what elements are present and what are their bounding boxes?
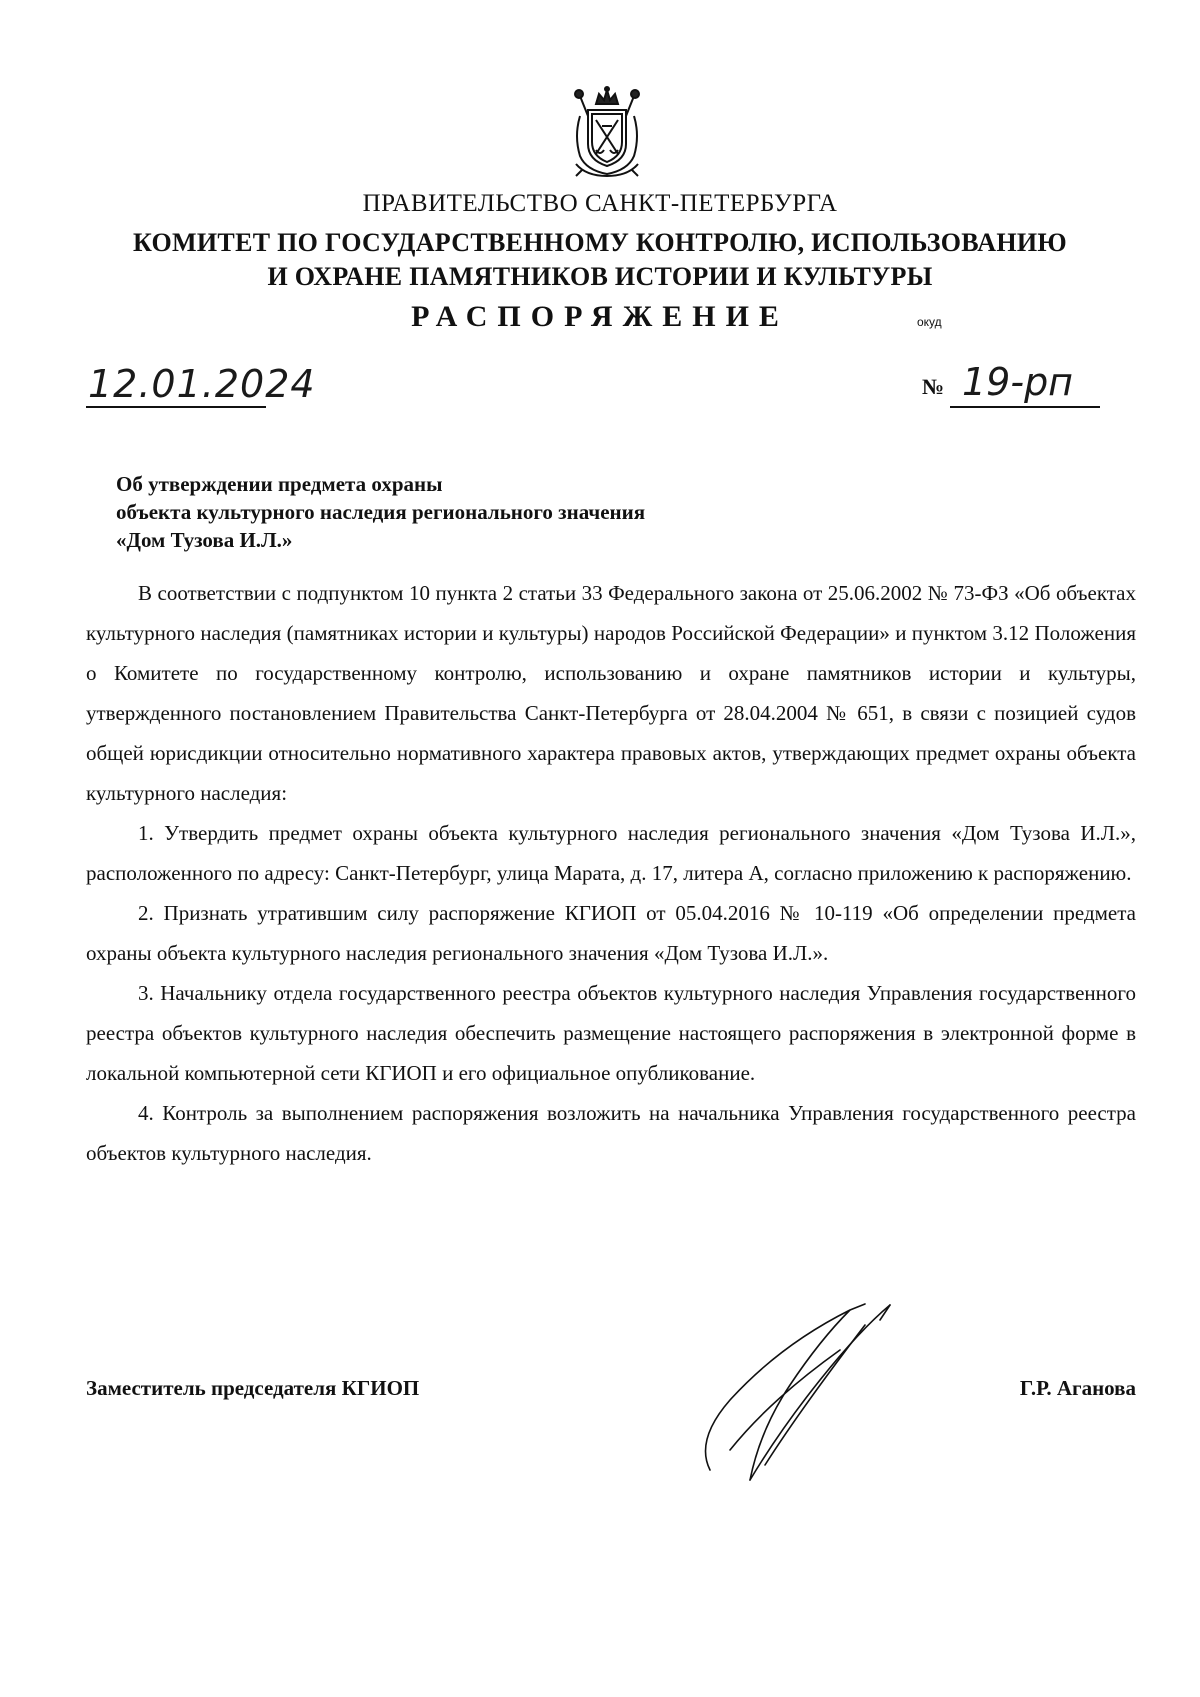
clause-2: 2. Признать утратившим силу распоряжение КГИОП от 05.04.2016 № 10-119 «Об определении предмета охраны объекта культурного наследия регионального значения «Дом Тузова И.Л.». <box>86 901 1136 965</box>
document-date: 12.01.2024 <box>88 362 316 406</box>
document-number: 19-рп <box>962 360 1074 404</box>
number-underline <box>950 406 1100 408</box>
subject-line: Об утверждении предмета охраны <box>116 472 443 496</box>
document-body <box>86 573 1136 1173</box>
preamble-paragraph: В соответствии с подпунктом 10 пункта 2 статьи 33 Федерального закона от 25.06.2002 № 73-ФЗ «Об объектах культурного наследия (памятниках истории и культуры) народов Российской Федерации» и пунктом 3.12 Положения о Комитете по государственному контролю, использованию и охране памятников истории и культуры, утвержденного постановлением Правительства Санкт-Петербурга от 28.04.2004 № 651, в связи с позицией судов общей юрисдикции относительно нормативного характера правовых актов, утверждающих предмет охраны объекта культурного наследия: <box>86 581 1136 805</box>
signatory-role: Заместитель председателя КГИОП <box>86 1376 420 1400</box>
clause-4: 4. Контроль за выполнением распоряжения возложить на начальника Управления государственного реестра объектов культурного наследия. <box>86 1101 1136 1165</box>
okud-label: окуд <box>917 315 942 329</box>
document-subject <box>116 470 645 554</box>
clause-3: 3. Начальнику отдела государственного реестра объектов культурного наследия Управления государственного реестра объектов культурного наследия обеспечить размещение настоящего распоряжения в электронной форме в локальной компьютерной сети КГИОП и его официальное опубликование. <box>86 981 1136 1085</box>
subject-line: объекта культурного наследия регионального значения <box>116 500 646 524</box>
date-underline <box>86 406 266 408</box>
committee-title-line1: КОМИТЕТ ПО ГОСУДАРСТВЕННОМУ КОНТРОЛЮ, ИСПОЛЬЗОВАНИЮ <box>133 228 1067 257</box>
clause-1: 1. Утвердить предмет охраны объекта культурного наследия регионального значения «Дом Тузова И.Л.», расположенного по адресу: Санкт-Петербург, улица Марата, д. 17, литера А, согласно приложению к распоряжению. <box>86 821 1136 885</box>
document-type: РАСПОРЯЖЕНИЕ <box>411 300 789 333</box>
signatory-name: Г.Р. Аганова <box>1019 1376 1136 1400</box>
number-sign: № <box>922 374 945 399</box>
coat-of-arms-icon <box>566 86 648 178</box>
committee-title-line2: И ОХРАНЕ ПАМЯТНИКОВ ИСТОРИИ И КУЛЬТУРЫ <box>267 262 933 291</box>
handwritten-signature-icon <box>690 1290 940 1490</box>
subject-line: «Дом Тузова И.Л.» <box>116 528 293 552</box>
government-title: ПРАВИТЕЛЬСТВО САНКТ-ПЕТЕРБУРГА <box>362 190 838 217</box>
